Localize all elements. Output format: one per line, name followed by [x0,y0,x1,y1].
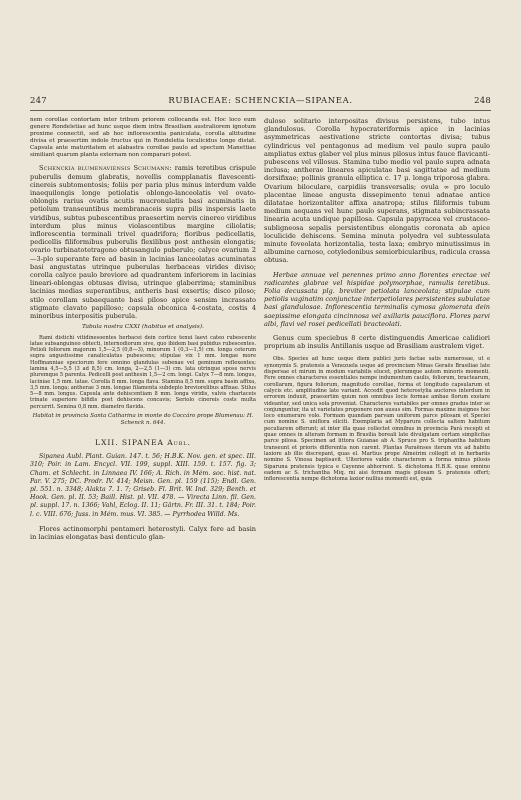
distribution-note: Genus cum speciebus 8 certe distinguendis Americae calidiori proprium ab insulis Antillanis usque ad Brasiliam australem viget. [264,334,490,351]
page-number-right: 248 [474,96,491,106]
description-smallprint: Rami distichi vitidinesoentes herbacei dein cortice tenui laevi cateo rubescente latae subsanguineo obtecti, internodiorum sive, quo ibidem basi pubidus rubescentes. Petioli foliorum majorum 1,5—2,5 (0,8—3), minorum 1 (0,3—1,5) cm. longa ceterum supra angustissime canaliculatus pubescens; stipulae vix 1 mm. longae more Hoffmanniae speciorum fere omnino glandulas subenae vel geminum reflexentes; lamina 4,5—5,5 (3 ad 8,5) cm. longa, 2—2,5 (1—3) cm. lata utrinque sposs nervis pluremque 5 parenta. Pedicelli post anthesin 1,5—2 cm. longi. Calyx 7—8 mm. longus, laciniae 1,5 mm. latae. Corolla 8 mm. longa flava. Stamina 8,5 mm. supra basin affixa, 3,5 mm. longa; antherae 3 mm. longae filamenta subdeplo breviorelibus affixae. Stilus 5—8 mm. longus. Capsula ante dehiscentiam 8 mm. longa viridis, valvis chartaceis trinate superiore bifidis post dehiscens concavis; Seriolo cinereis costs multa percurrit. Semina 0,8 mm. diametro flavida. [30,334,256,410]
species-description [30,164,256,320]
habit-description: Herbae annuae vel perennes primo anno florentes erectae vel radicantes glabrae vel hispidae polymorphae, ramulis teretibus. Folia decussata plg. breviter petiolata lanceolata; stipulae cum petiolis vaginatim conjunctae interpetiolares persistentes subulatae basi glandulosae. Inflorescentia terminalis cymosa glomerata dein saepissime elongata cincinnosa vel axillaris pauciflora. Flores parvi albi, flavi vel rosei pedicellati bracteolati. [264,270,491,328]
genus-description-cont: duloso solitario interpositas divisus persistens, tubo intus glandulosus. Corolla hypocrateriformis apice in lacinias asymmetricas aestivatione stricte contortas divisa; tubus cylindricus vel pentagonus ad medium vel paulo supra paulo ampliatus extus glaber vel plus minus pilosus intus fauce flavicanti-pubescens vel villosus. Stamina tubo medio vel paulo supra adnata inclusa; antherae lineares apiculatae basi sagittatae ad medium dorsifixae; pollinis granula elliptica c. 17 μ. longa triporosa glabra. Ovarium biloculare, carpidiis transversalis; ovula ∞ pro loculo placentae lineae angusta dissepimento tenui adnatae antice dilatatae horizontaliter affixa anatropa; stilus filiformis tubum medium aequans vel hunc paulo superans, stigmata subincrassata linearia acuta undique papillosa. Capsula papyracea vel crustaceo-subligneosa sepalis persistentibus elongatis coronata ab apice loculicide dehiscens. Semina minuta polyedra vel subtessulata minute foveolata horizontalia, testa laxa; embryo minutissimus in albumine carnoso, cotyledonibus semiorbicularibus, radicula crassa obtusa. [264,117,490,265]
page-number-left: 247 [30,96,47,106]
observation-note: Obs. Species ad hunc usque diem publici juris factae satis numerosae, ut e synonymis S. pratensis a Venezuela usque ad provinciam Minas Geraës Brasiliae late dispersae et mirum in modum variabilis elucet, plerumque autem minoris momenti. Fere omnes characteres essentiales nempe indumentum caulis, foliorum, bractearum, corollarum, figura foliorum, magnitudo corollae, forma et longitudo capsularum et calycis etc. amplitudine late variant. Accedit quod heterostylia auctores interdum in errorem induxit, praesertim quum non omnibus locis formae ambae florum exstare videantur, sed unica sola proveniat. Characteres variabiles per omnes gradus inter se conjunguntur, ita ut varietates proponere non ausus sim. Formas maxime insignes hoc loco enumerare volo. Formam quandam parvam uniforem parce pilosam et Speciei cum nomine S. uniflora eliciti. Exemplaria ad Myparura collecta saltem habitum peculiarem offerunt; at inter illa quae collectet omnibus in provincia Pará recepti et quae omnes in alteram formam in Brasilia boreali late divulgatam certam simplicitas parce pilosa. Specimen ad littora Guianae ab A. Spruce pro S. triphantha habitum transeunt et prioris differentia non carent. Plantas Paraënses iterum vix ad habitu laxiore ab illis discrepant, quas el. Martius prope Almeirim collegit et in herbariis nomine S. Vinosa baptisavit. Ulteriores valde characterem a forma minus pilosis Siparuna pratensis typica e Cayenne abhorrent. S. dichotoma H.B.K. quae omnino eadem ac S. trichantha Miq. mi aisi formam magis pilosam S. pratensis offert; inflorescentia nempe dichotoma laxior nullius momenti est, quia [264,356,490,483]
right-column [264,117,490,482]
genus-heading: LXII. SIPANEA Aubl. [95,438,191,448]
running-header [30,96,491,110]
running-title: RUBIACEAE: SCHENCKIA—SIPANEA. [168,96,353,106]
species-author: Schumann: [133,164,172,173]
genus-references: Sipanea Aubl. Plant. Guian. 147. t. 56; H.B.K. Nov. gen. et spec. III. 310; Poir. in Lam. Encycl. VII. 199, suppl. XIII. 159. t. 157. fig. 3; Cham. et Schlecht. in Linnaea IV. 166; A. Rich. in Mém. soc. hist. nat. Par. V. 275; DC. Prodr. IV. 414; Meisn. Gen. pl. 159 (115); Endl. Gen. pl. 551. n. 3348; Alakta 7. 1. 7; Griseb. Fl. Brit. W. Ind. 329; Benth. et Hook. Gen. pl. II. 53; Baill. Hist. pl. VII. 478. — Virecta Linn. fil. Gen. pl. suppl. 17. n. 1366; Vahl, Eclog. II. 11; Gärtn. Fr. III. 31. t. 184; Poir. l. c. VIII. 676; Juss. in Mém. mus. VI. 385. — Pyrrhodea Willd. Ms. [30,453,256,518]
habitat-note: Habitat in provincia Santa Catharina in monte do Coccáro prope Blumenau: H. Schenck n. 644. [32,413,254,426]
species-name: Schenckia blumenaviensis [39,164,131,173]
left-column [30,117,256,541]
plate-reference: Tabula nostra CXXI (habitus et analysis). [81,324,204,331]
header-rule [30,110,491,111]
intro-paragraph: nem corollae contortam inter tribum priorem collocanda est. Hoc loco eum genere Rondeletiae ad hunc usque diem intra Brasiliam australiorem ignotum proxime connectit, sed ab hoc inflorescentia paniculata, corolla altitudine divisa et praesertim indole fructus qui in Rondeletia loculicidus longe distat. Capsula ante maturitatem et alabastra corollae paulo ad spectum Manettiae similiant quarum planta externam non comparari potest. [30,117,256,158]
species-diagnosis: ramis teretibus crispule puberulis demum glabratis, novellis compplanatis flavescenti-cinereis subtomentosis; foliis per paria plus minus interdum valde inaequilongis longe petiolatis oblongo-lanceolatis vel ovato-oblongis rarius ovatis acutis mucronulatis basi acuminatis in petiolum transeuntibus membranaceis supra pilis inspersis laete viridibus, subtus pubescentibus praesertim nervis cinereo viridibus interdum plus minus violascentibus margine ciliolatis; inflorescentia terminali trivel quadrifora; floribus pedicellatis, pedicellis filiformibus puberulis flexilibus post anthesin elongatis; ovario turbinatotetragono obtusangulo puberulo; calyce ovarium 2—3-plo superante fere ad basin in lacinias lanceolatas acuminatas basi angustatas utrinque puberulas herbaceas virides diviso; corolla calyce paulo breviore ad quadrantem inferiorem in lacinias lineari-oblongas obtusas divisa, utrinque glaberrima; staminibus lacinias medias superantibus, antheris basi exsertis; disco piloso; stilo corollam subaequante basi piloso apice sensim incrassato stigmate clavato papilloso; capsula obconica 4-costata, costis 4 minoribus interpositis puberula. [30,164,256,321]
genus-description-start: Flores actinomorphi pentameri heterostyli. Calyx fere ad basin in lacinias elongatas basi denticulo glan- [30,524,256,542]
